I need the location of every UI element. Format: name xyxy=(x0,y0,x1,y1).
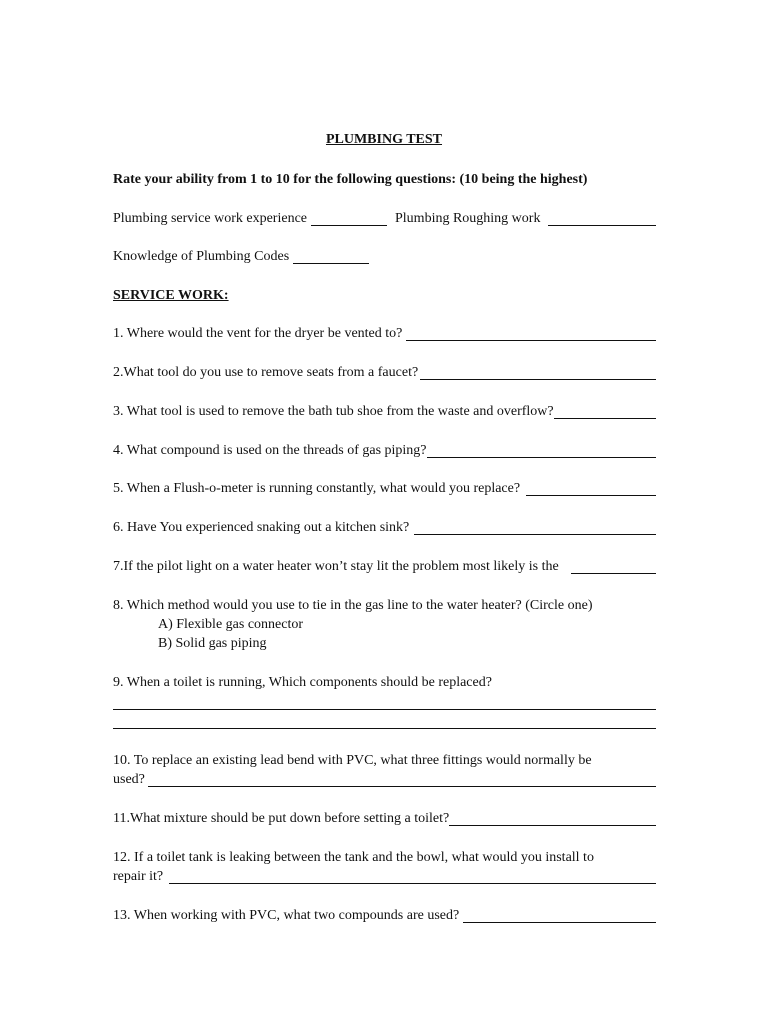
question-3-answer[interactable] xyxy=(554,404,656,419)
question-3 xyxy=(113,403,656,421)
service-experience-blank[interactable] xyxy=(311,211,387,226)
question-12-line-2 xyxy=(113,868,656,886)
question-7-text: 7.If the pilot light on a water heater won’t stay lit the problem most likely is the xyxy=(113,559,559,574)
question-3-text: 3. What tool is used to remove the bath tub shoe from the waste and overflow? xyxy=(113,404,554,419)
question-13 xyxy=(113,907,656,925)
question-12-text-cont: repair it? xyxy=(113,869,164,884)
page-title: PLUMBING TEST xyxy=(325,132,443,147)
question-5-answer[interactable] xyxy=(526,481,656,496)
question-10-answer[interactable] xyxy=(148,772,656,787)
question-10-text: 10. To replace an existing lead bend with PVC, what three fittings would normally be xyxy=(113,753,592,768)
question-2-text: 2.What tool do you use to remove seats from a faucet? xyxy=(113,365,419,380)
question-5 xyxy=(113,480,656,498)
question-4-answer[interactable] xyxy=(427,443,656,458)
service-experience-label: Plumbing service work experience xyxy=(113,211,307,226)
question-8-option-a[interactable]: A) Flexible gas connector xyxy=(158,617,304,632)
question-2 xyxy=(113,364,656,382)
question-6-answer[interactable] xyxy=(414,520,656,535)
question-8 xyxy=(113,597,656,615)
question-7 xyxy=(113,558,656,576)
question-12-answer[interactable] xyxy=(169,869,656,884)
question-13-answer[interactable] xyxy=(463,908,656,923)
question-9-answer-line-1[interactable] xyxy=(113,709,656,710)
question-6 xyxy=(113,519,656,537)
question-9 xyxy=(113,674,656,692)
question-6-text: 6. Have You experienced snaking out a kitchen sink? xyxy=(113,520,410,535)
rating-row-2 xyxy=(113,248,656,266)
question-7-answer[interactable] xyxy=(571,559,656,574)
question-11-text: 11.What mixture should be put down before setting a toilet? xyxy=(113,811,450,826)
question-9-answer-line-2[interactable] xyxy=(113,728,656,729)
codes-knowledge-label: Knowledge of Plumbing Codes xyxy=(113,249,290,264)
question-1 xyxy=(113,325,656,343)
question-2-answer[interactable] xyxy=(420,365,656,380)
rating-row-1 xyxy=(113,210,656,228)
question-13-text: 13. When working with PVC, what two compounds are used? xyxy=(113,908,460,923)
instructions: Rate your ability from 1 to 10 for the following questions: (10 being the highest) xyxy=(113,172,588,187)
question-1-answer[interactable] xyxy=(406,326,656,341)
question-9-text: 9. When a toilet is running, Which components should be replaced? xyxy=(113,675,492,690)
question-11-answer[interactable] xyxy=(449,811,656,826)
question-4 xyxy=(113,442,656,460)
codes-knowledge-blank[interactable] xyxy=(293,249,369,264)
question-10-line-2 xyxy=(113,771,656,789)
question-12-line-1 xyxy=(113,849,656,867)
question-4-text: 4. What compound is used on the threads of gas piping? xyxy=(113,443,427,458)
question-5-text: 5. When a Flush-o-meter is running constantly, what would you replace? xyxy=(113,481,521,496)
question-10-line-1 xyxy=(113,752,656,770)
section-heading: SERVICE WORK: xyxy=(113,288,229,303)
question-8-text: 8. Which method would you use to tie in the gas line to the water heater? (Circle one) xyxy=(113,598,593,613)
roughing-work-label: Plumbing Roughing work xyxy=(395,211,541,226)
question-8-option-b[interactable]: B) Solid gas piping xyxy=(158,636,267,651)
question-12-text: 12. If a toilet tank is leaking between the tank and the bowl, what would you install to xyxy=(113,850,594,865)
question-11 xyxy=(113,810,656,828)
question-1-text: 1. Where would the vent for the dryer be vented to? xyxy=(113,326,403,341)
roughing-work-blank[interactable] xyxy=(548,211,656,226)
question-10-text-cont: used? xyxy=(113,772,145,787)
